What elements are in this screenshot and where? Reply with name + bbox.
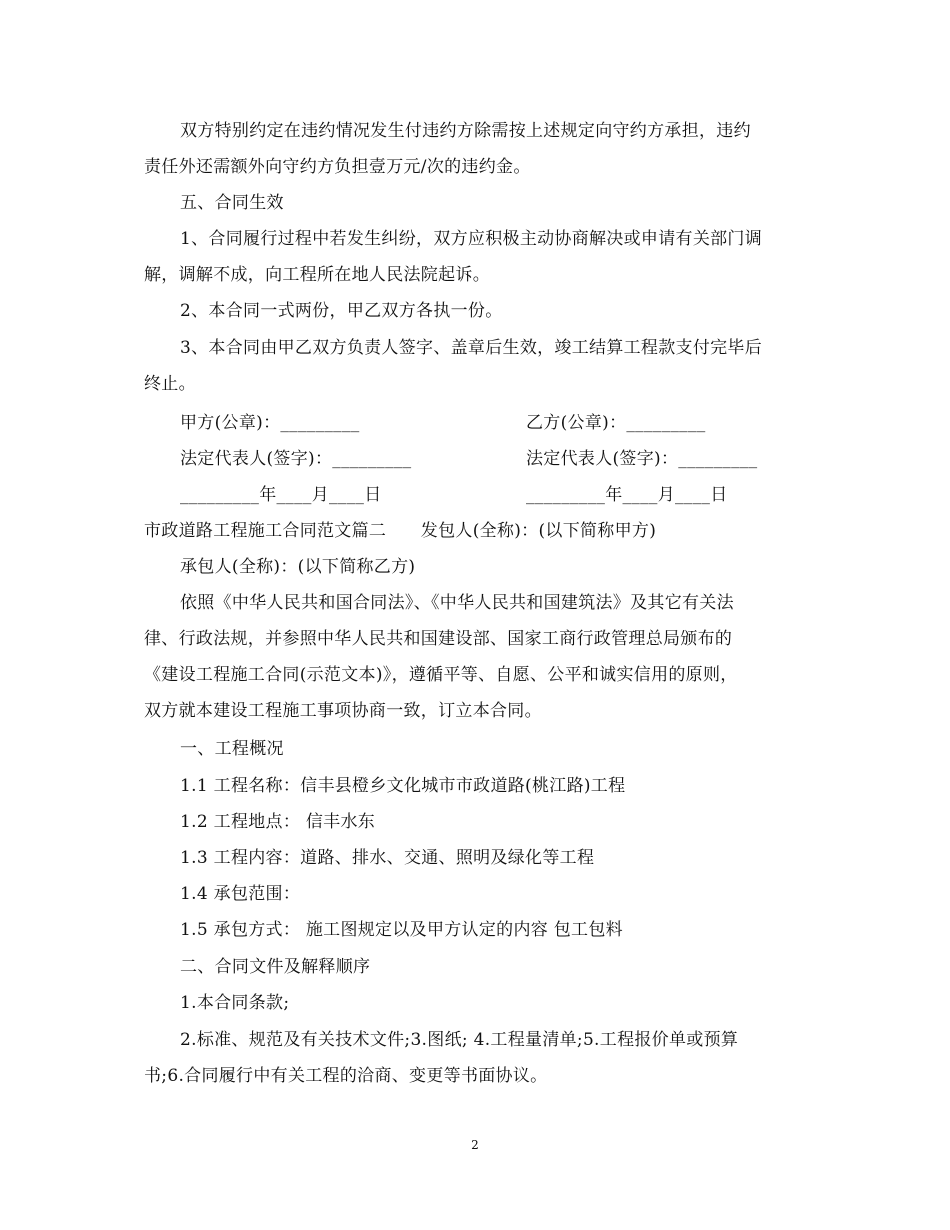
- contract-2-heading: 市政道路工程施工合同范文篇二 发包人(全称)：(以下简称甲方): [144, 521, 657, 541]
- intro-line3: 《建设工程施工合同(示范文本)》，遵循平等、自愿、公平和诚实信用的原则，: [144, 665, 738, 685]
- section-5-title: 五、合同生效: [180, 193, 284, 213]
- party-b-representative: 法定代表人(签字)：_________: [526, 449, 758, 469]
- paragraph-penalty-line2: 责任外还需额外向守约方负担壹万元/次的违约金。: [144, 157, 531, 177]
- intro-line4: 双方就本建设工程施工事项协商一致，订立本合同。: [144, 701, 542, 721]
- party-b-seal: 乙方(公章)：_________: [526, 413, 706, 433]
- item-1-3: 1.3 工程内容：道路、排水、交通、照明及绿化等工程: [180, 848, 595, 868]
- doc-item-2-line2: 书;6.合同履行中有关工程的洽商、变更等书面协议。: [144, 1066, 548, 1086]
- clause-5-3-line1: 3、本合同由甲乙双方负责人签字、盖章后生效，竣工结算工程款支付完毕后: [180, 338, 763, 358]
- section-1-title: 一、工程概况: [180, 739, 284, 759]
- party-a-representative: 法定代表人(签字)：_________: [180, 449, 412, 469]
- clause-5-3-line2: 终止。: [144, 374, 196, 394]
- clause-5-2: 2、本合同一式两份，甲乙双方各执一份。: [180, 301, 503, 321]
- doc-item-1: 1.本合同条款;: [180, 993, 290, 1013]
- page-number: 2: [471, 1138, 479, 1152]
- item-1-4: 1.4 承包范围：: [180, 884, 301, 904]
- section-2-title: 二、合同文件及解释顺序: [180, 957, 371, 977]
- intro-line2: 律、行政法规，并参照中华人民共和国建设部、国家工商行政管理总局颁布的: [144, 629, 733, 649]
- clause-5-1-line1: 1、合同履行过程中若发生纠纷，双方应积极主动协商解决或申请有关部门调: [180, 229, 763, 249]
- party-a-date: _________年____月____日: [180, 485, 382, 505]
- item-1-5: 1.5 承包方式： 施工图规定以及甲方认定的内容 包工包料: [180, 920, 623, 940]
- doc-item-2-line1: 2.标准、规范及有关技术文件;3.图纸; 4.工程量清单;5.工程报价单或预算: [180, 1030, 739, 1050]
- paragraph-penalty-line1: 双方特别约定在违约情况发生付违约方除需按上述规定向守约方承担，违约: [180, 121, 751, 141]
- intro-line1: 依照《中华人民共和国合同法》、《中华人民共和国建筑法》及其它有关法: [180, 593, 734, 613]
- item-1-1: 1.1 工程名称：信丰县橙乡文化城市市政道路(桃江路)工程: [180, 776, 626, 796]
- item-1-2: 1.2 工程地点： 信丰水东: [180, 812, 376, 832]
- clause-5-1-line2: 解，调解不成，向工程所在地人民法院起诉。: [144, 265, 490, 285]
- party-a-seal: 甲方(公章)：_________: [180, 413, 360, 433]
- contractor-line: 承包人(全称)：(以下简称乙方): [180, 557, 416, 577]
- party-b-date: _________年____月____日: [526, 485, 728, 505]
